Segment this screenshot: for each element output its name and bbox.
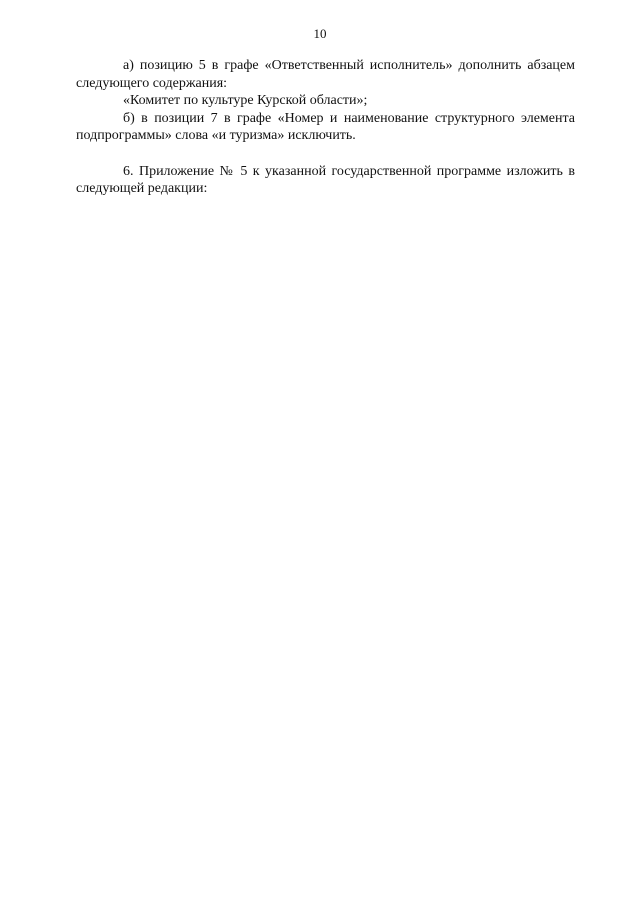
page-number: 10: [313, 26, 327, 41]
paragraph-item-a: а) позицию 5 в графе «Ответственный исполнитель» дополнить абзацем следующего содержания:: [76, 58, 575, 91]
paragraph-appendix-5: 6. Приложение № 5 к указанной государственной программе изложить в следующей редакции:: [76, 163, 575, 196]
paragraph-committee: «Комитет по культуре Курской области»;: [123, 93, 368, 108]
document-body: [76, 57, 575, 198]
paragraph-item-b: б) в позиции 7 в графе «Номер и наименование структурного элемента подпрограммы» слова «и туризма» исключить.: [76, 110, 575, 143]
